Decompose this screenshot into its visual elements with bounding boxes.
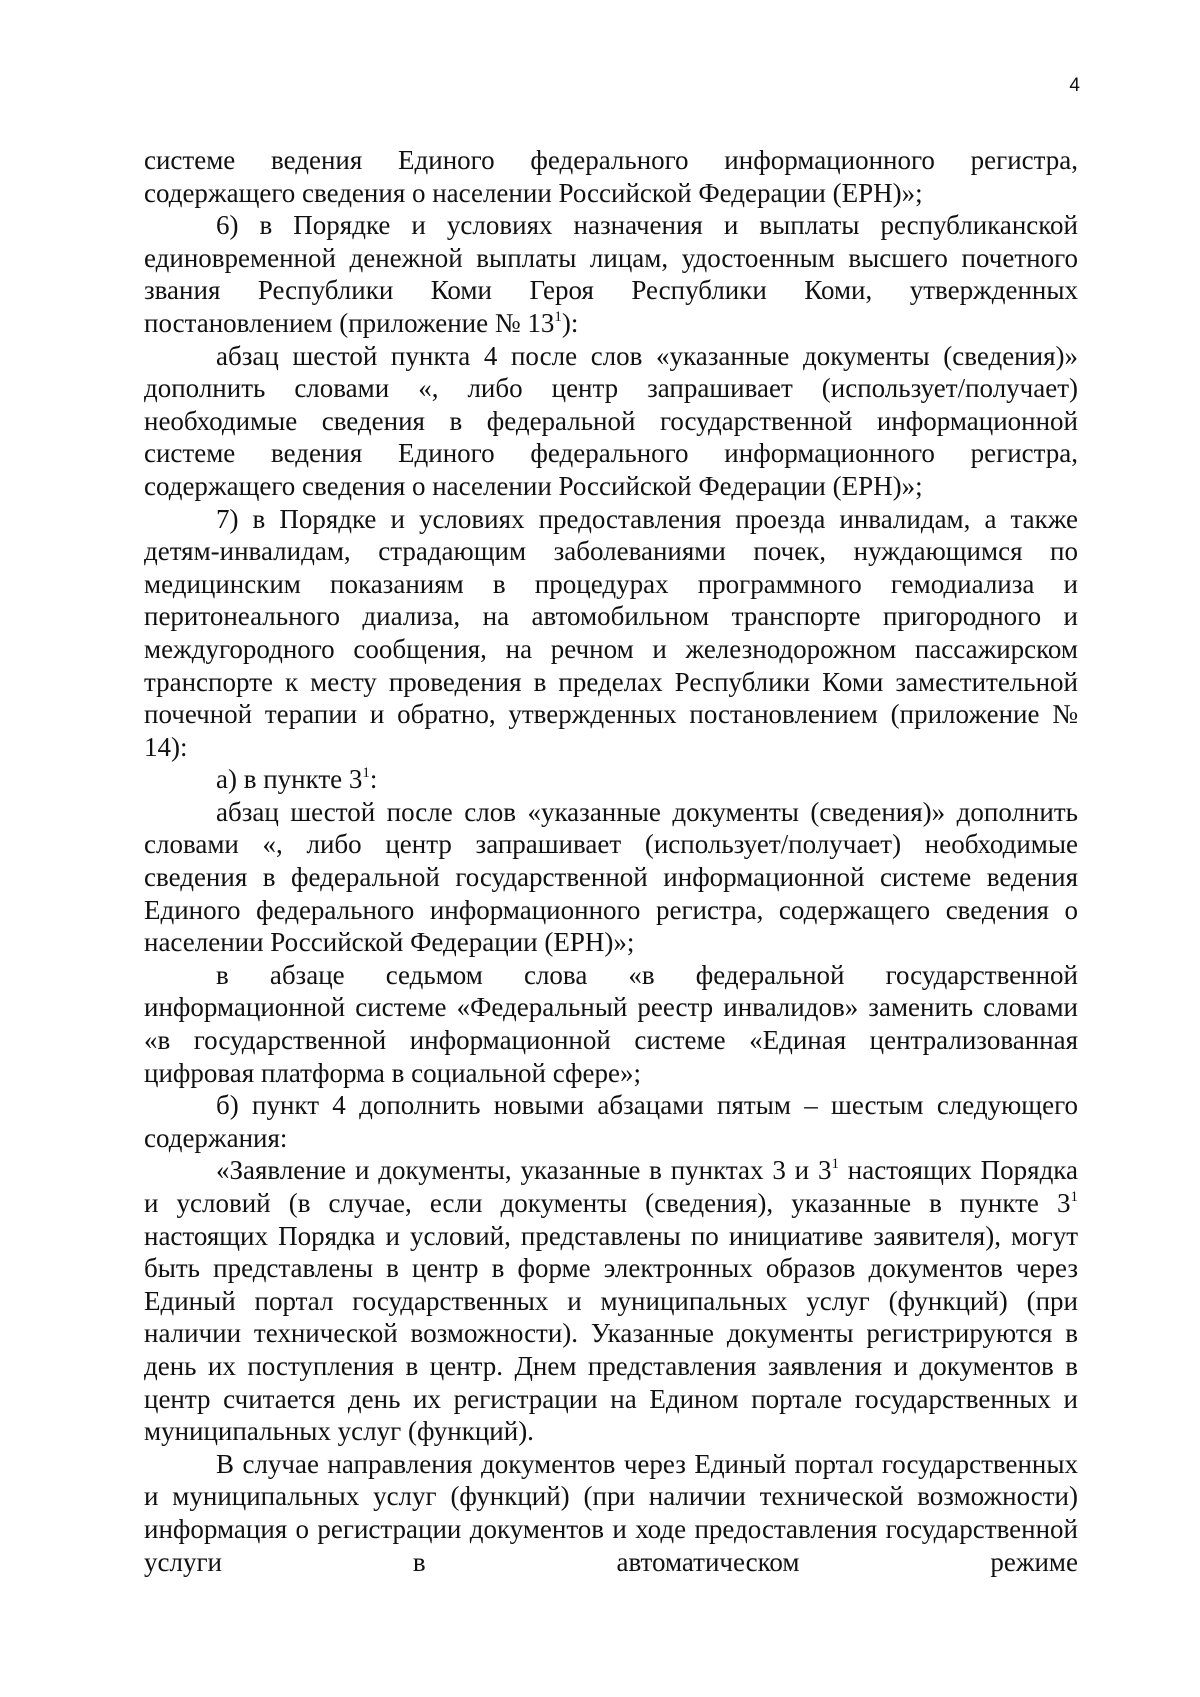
paragraph-text: настоящих Порядка и условий (в случае, если документы (сведения), указанные в пункте 3: [144, 1155, 1078, 1218]
document-body: [144, 144, 1078, 1578]
paragraph: [144, 1089, 1078, 1154]
paragraph-text: ):: [561, 307, 579, 338]
page-number: 4: [1069, 75, 1080, 96]
superscript-index: 1: [831, 1156, 839, 1173]
paragraph-text: в абзаце седьмом слова «в федеральной государственной информационной системе «Федеральный реестр инвалидов» заменить словами «в государственной информационной системе «Единая централизованная цифровая платформа в социальной сфере»;: [144, 959, 1078, 1088]
paragraph: [144, 503, 1078, 764]
paragraph: [144, 209, 1078, 339]
paragraph-text: а) в пункте 3: [216, 764, 363, 795]
paragraph-text: настоящих Порядка и условий, представлены по инициативе заявителя), могут быть представлены в центр в форме электронных образов документов через Единый портал государственных и муниципальных услуг (функций) (при наличии технической возможности). Указанные документы регистрируются в день их поступления в центр. Днем представления заявления и документов в центр считается день их регистрации на Едином портале государственных и муниципальных услуг (функций).: [144, 1220, 1078, 1447]
paragraph-text: абзац шестой после слов «указанные документы (сведения)» дополнить словами «, либо центр запрашивает (использует/получает) необходимые сведения в федеральной государственной информационной системе ведения Единого федерального информационного регистра, содержащего сведения о населении Российской Федерации (ЕРН)»;: [144, 796, 1078, 958]
paragraph: [144, 763, 1078, 796]
paragraph: [144, 144, 1078, 209]
paragraph-text: б) пункт 4 дополнить новыми абзацами пятым – шестым следующего содержания:: [144, 1090, 1078, 1153]
paragraph-text: «Заявление и документы, указанные в пунктах 3 и 3: [216, 1155, 832, 1186]
paragraph-text: :: [369, 764, 378, 795]
paragraph-text: системе ведения Единого федерального информационного регистра, содержащего сведения о населении Российской Федерации (ЕРН)»;: [144, 145, 1078, 208]
paragraph: [144, 340, 1078, 503]
paragraph-text: В случае направления документов через Единый портал государственных и муниципальных услуг (функций) (при наличии технической возможности) информация о регистрации документов и ходе предоставления государственной услуги в автоматическом режиме: [144, 1448, 1078, 1577]
paragraph: [144, 1154, 1078, 1447]
superscript-index: 1: [554, 308, 562, 325]
paragraph: [144, 796, 1078, 959]
paragraph: [144, 1448, 1078, 1578]
paragraph-text: 6) в Порядке и условиях назначения и выплаты республиканской единовременной денежной выплаты лицам, удостоенным высшего почетного звания Республики Коми Героя Республики Коми, утвержденных постановлением (приложение № 13: [144, 210, 1078, 338]
paragraph: [144, 959, 1078, 1089]
paragraph-text: 7) в Порядке и условиях предоставления проезда инвалидам, а также детям-инвалидам, страдающим заболеваниями почек, нуждающимся по медицинским показаниям в процедурах программного гемодиализа и перитонеального диализа, на автомобильном транспорте пригородного и междугородного сообщения, на речном и железнодорожном пассажирском транспорте к месту проведения в пределах Республики Коми заместительной почечной терапии и обратно, утвержденных постановлением (приложение № 14):: [144, 503, 1078, 762]
paragraph-text: абзац шестой пункта 4 после слов «указанные документы (сведения)» дополнить словами «, либо центр запрашивает (использует/получает) необходимые сведения в федеральной государственной информационной системе ведения Единого федерального информационного регистра, содержащего сведения о населении Российской Федерации (ЕРН)»;: [144, 340, 1078, 501]
superscript-index: 1: [1070, 1189, 1078, 1205]
superscript-index: 1: [362, 765, 370, 782]
